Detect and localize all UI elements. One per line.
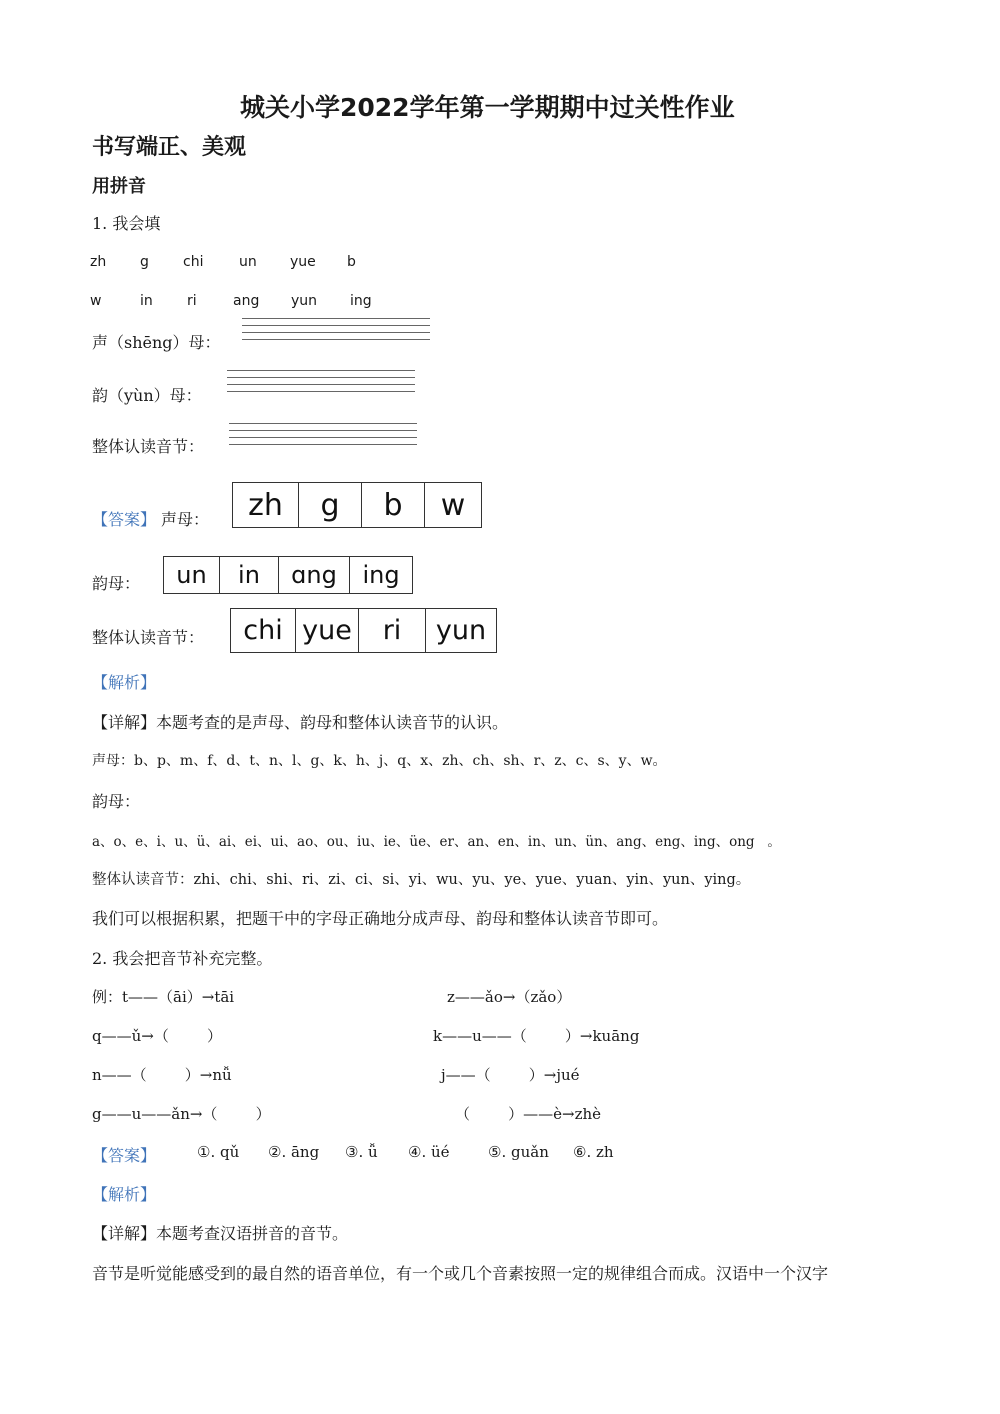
letter-item: yue	[290, 254, 316, 270]
answer2-item: ④. üé	[408, 1143, 450, 1161]
q2-item-1: q——ǔ→（ ）	[92, 1027, 222, 1045]
q2-item-5: g——u——ǎn→（ ）	[92, 1105, 271, 1123]
answer-cell: zh	[233, 483, 299, 527]
answer-cell: yun	[435, 615, 487, 646]
answer2-item: ⑥. zh	[573, 1143, 614, 1161]
answer2-item: ③. ǚ	[345, 1143, 378, 1161]
answer-yunmu-label: 韵母：	[92, 574, 141, 593]
answer-cell: chi	[231, 609, 296, 652]
analysis-detail: 【详解】本题考查的是声母、韵母和整体认读音节的认识。	[92, 713, 509, 732]
answer2-tag: 【答案】	[92, 1146, 157, 1165]
q2-example-right: z——ǎo→（zǎo）	[447, 988, 572, 1006]
answer-cell: ing	[362, 561, 400, 589]
zhengti-writing-lines	[229, 423, 417, 451]
answer-yunmu-box	[163, 556, 413, 594]
analysis-summary: 我们可以根据积累，把题干中的字母正确地分成声母、韵母和整体认读音节即可。	[92, 909, 669, 928]
analysis2-detail: 【详解】本题考查汉语拼音的音节。	[92, 1224, 349, 1243]
answer2-item: ①. qǔ	[197, 1143, 240, 1161]
answer2-item: ②. āng	[268, 1143, 320, 1161]
page-title: 城关小学2022学年第一学期期中过关性作业	[240, 93, 735, 122]
q2-item-4: j——（ ）→jué	[441, 1066, 580, 1084]
zhengti-label: 整体认读音节：	[92, 437, 205, 456]
letter-item: w	[90, 293, 102, 309]
answer-cell: ɑng	[279, 557, 350, 593]
analysis-tag: 【解析】	[92, 673, 157, 692]
answer-cell: g	[299, 483, 362, 527]
answer-cell: ri	[359, 609, 426, 652]
answer-cell: un	[164, 557, 220, 593]
analysis-yunmu-label: 韵母：	[92, 792, 141, 811]
q2-item-2: k——u——（ ）→kuāng	[433, 1027, 640, 1045]
letter-item: ing	[350, 293, 372, 309]
answer-cell: w	[440, 487, 466, 523]
letter-item: un	[239, 254, 257, 270]
answer-tag: 【答案】	[92, 510, 157, 529]
analysis-shengmu-line: 声母：b、p、m、f、d、t、n、l、g、k、h、j、q、x、zh、ch、sh、r、z、c、s、y、w。	[92, 753, 667, 769]
answer-cell: yue	[296, 609, 359, 652]
letter-item: zh	[90, 254, 107, 270]
answer-shengmu-label: 声母：	[161, 510, 210, 529]
q2-item-6: （ ）——è→zhè	[455, 1105, 602, 1123]
letter-item: ri	[187, 293, 197, 309]
answer-shengmu-box	[232, 482, 482, 528]
yunmu-label: 韵（yùn）母：	[92, 386, 202, 405]
letter-item: in	[140, 293, 153, 309]
question-1-heading: 1. 我会填	[92, 214, 161, 233]
shengmu-label: 声（shēng）母：	[92, 333, 221, 352]
shengmu-writing-lines	[242, 318, 430, 346]
yunmu-writing-lines	[227, 370, 415, 398]
question-2-heading: 2. 我会把音节补充完整。	[92, 949, 273, 968]
letter-item: ang	[233, 293, 260, 309]
answer-zhengti-box	[230, 608, 497, 653]
answer2-item: ⑤. guǎn	[488, 1143, 549, 1161]
letter-item: g	[140, 254, 149, 270]
letter-item: yun	[291, 293, 318, 309]
section-heading: 用拼音	[92, 176, 146, 197]
letter-item: chi	[183, 254, 204, 270]
answer-cell: b	[362, 483, 425, 527]
q2-example-left: 例：t——（āi）→tāi	[92, 988, 235, 1006]
answer-cell: in	[220, 557, 279, 593]
q2-item-3: n——（ ）→nǚ	[92, 1066, 232, 1084]
answer-zhengti-label: 整体认读音节：	[92, 628, 205, 647]
letter-item: b	[347, 254, 356, 270]
analysis2-text: 音节是听觉能感受到的最自然的语音单位，有一个或几个音素按照一定的规律组合而成。汉语中一个汉字	[92, 1264, 829, 1283]
analysis2-tag: 【解析】	[92, 1185, 157, 1204]
subtitle: 书写端正、美观	[92, 135, 247, 160]
analysis-zhengti-line: 整体认读音节：zhi、chi、shi、ri、zi、ci、si、yi、wu、yu、ye、yue、yuan、yin、yun、ying。	[92, 872, 751, 888]
analysis-yunmu-line: a、o、e、i、u、ü、ai、ei、ui、ao、ou、iu、ie、üe、er、an、en、in、un、ün、ang、eng、ing、ong 。	[92, 834, 781, 850]
